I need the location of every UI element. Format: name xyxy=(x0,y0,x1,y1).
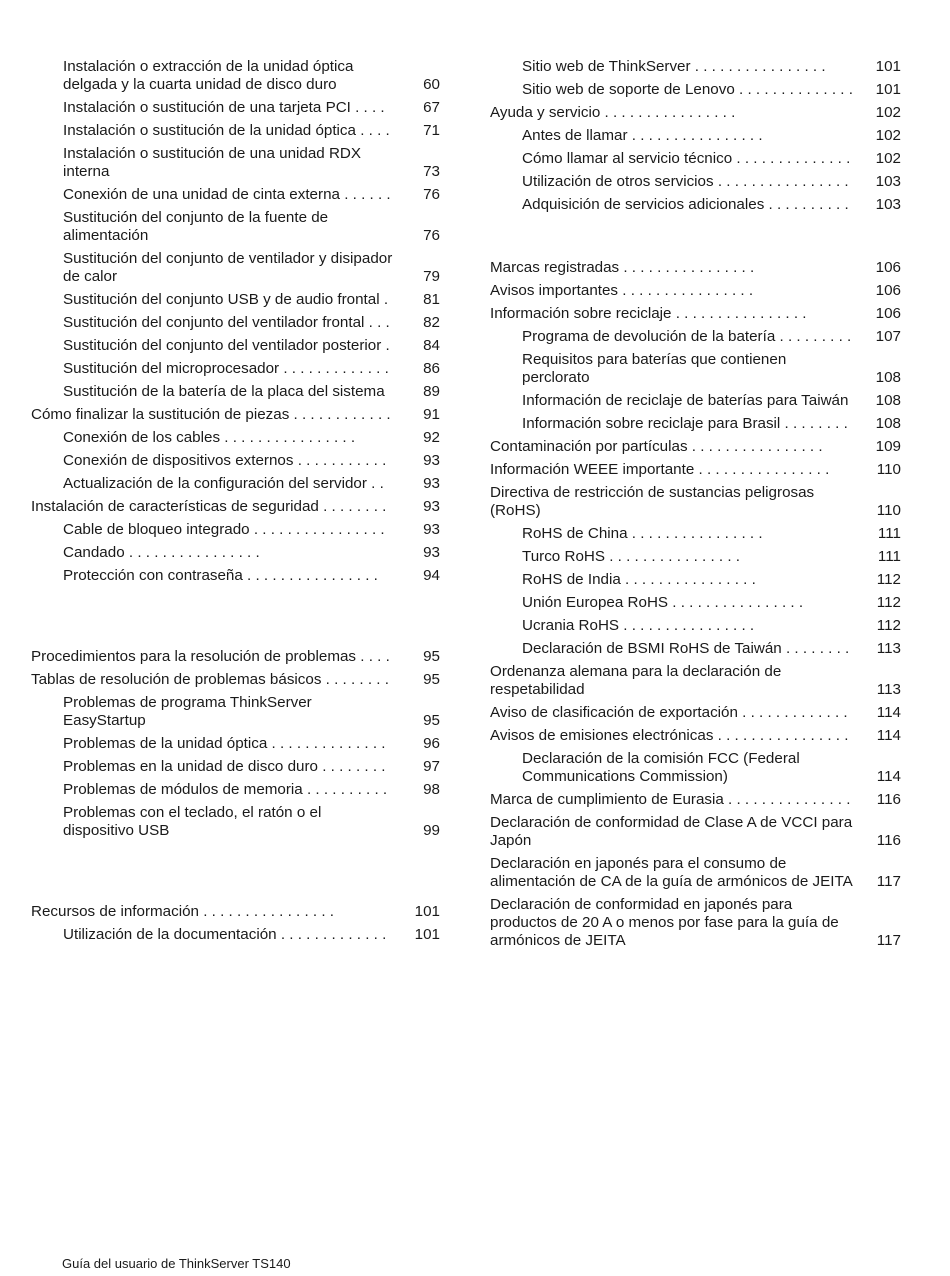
toc-entry-page-number: 108 xyxy=(875,415,901,432)
toc-entry-title: RoHS de India . . . . . . . . . . . . . . . . xyxy=(522,571,756,588)
toc-entry-title: Instalación o sustitución de una unidad RDX interna xyxy=(63,145,362,180)
dot-leader: . . . . . . . . . . . . . . . . xyxy=(605,548,741,565)
toc-subsection-entry[interactable] xyxy=(31,694,440,730)
toc-entry-page-number: 82 xyxy=(423,314,440,331)
toc-entry-title: Protección con contraseña . . . . . . . . . . . . . . . . xyxy=(63,567,378,584)
toc-subsection-entry[interactable] xyxy=(31,58,440,94)
toc-subsection-entry[interactable] xyxy=(490,750,901,786)
dot-leader: . xyxy=(381,337,390,354)
toc-entry-title: Ordenanza alemana para la declaración de respetabilidad xyxy=(490,663,782,698)
dot-leader: . . . . . . . . . . . . . . . . xyxy=(600,104,736,121)
toc-entry-title: Actualización de la configuración del servidor . . xyxy=(63,475,384,492)
dot-leader: . . . . . . . . xyxy=(781,640,850,657)
toc-subsection-entry[interactable] xyxy=(490,81,901,99)
dot-leader: . . . . . . . . . . . . . . . . xyxy=(671,305,807,322)
dot-leader: . . . . . . . . . . . . . . . . xyxy=(242,567,378,584)
toc-left-column xyxy=(31,58,440,949)
toc-entry-title: Marcas registradas . . . . . . . . . . . . . . . . xyxy=(490,259,755,276)
dot-leader: . . . . xyxy=(355,122,390,139)
toc-subsection-entry[interactable] xyxy=(490,571,901,589)
toc-entry-title: Sitio web de soporte de Lenovo . . . . . . . . . . . . . . xyxy=(522,81,853,98)
dot-leader: . . . . . . . . . . . . . . . . xyxy=(619,259,755,276)
toc-entry-title: Requisitos para baterías que contienen perclorato xyxy=(522,351,787,386)
toc-subsection-entry[interactable] xyxy=(31,186,440,204)
toc-subsection-entry[interactable] xyxy=(31,209,440,245)
toc-subsection-entry[interactable] xyxy=(31,781,440,799)
toc-section-entry[interactable] xyxy=(490,704,901,722)
toc-entry-title: Problemas de módulos de memoria . . . . . . . . . . xyxy=(63,781,388,798)
toc-entry-page-number: 95 xyxy=(423,648,440,665)
toc-entry-title: Utilización de la documentación . . . . . . . . . . . . . xyxy=(63,926,387,943)
toc-entry-title: Declaración de BSMI RoHS de Taiwán . . . . . . . . xyxy=(522,640,850,657)
toc-entry-title: Tablas de resolución de problemas básicos . . . . . . . . xyxy=(31,671,389,688)
toc-entry-title: Candado . . . . . . . . . . . . . . . . xyxy=(63,544,260,561)
toc-entry-title: Instalación o sustitución de la unidad óptica . . . . xyxy=(63,122,390,139)
toc-entry-title: Sustitución del conjunto de ventilador y disipador de calor xyxy=(63,250,393,285)
toc-entry-page-number: 110 xyxy=(876,461,901,478)
toc-section-entry[interactable] xyxy=(490,814,901,850)
toc-entry-page-number: 60 xyxy=(423,76,440,93)
toc-entry-page-number: 86 xyxy=(423,360,440,377)
toc-entry-page-number: 102 xyxy=(875,127,901,144)
toc-entry-page-number: 84 xyxy=(423,337,440,354)
toc-subsection-entry[interactable] xyxy=(31,337,440,355)
toc-entry-page-number: 114 xyxy=(876,768,901,785)
dot-leader: . . . . . . . . . . . . . . . . xyxy=(620,571,756,588)
dot-leader: . . . . . . . . . xyxy=(775,328,852,345)
toc-entry-title: Información sobre reciclaje . . . . . . . . . . . . . . . . xyxy=(490,305,807,322)
toc-entry-title: Contaminación por partículas . . . . . . . . . . . . . . . . xyxy=(490,438,823,455)
toc-entry-page-number: 93 xyxy=(423,544,440,561)
dot-leader: . . . . . . . . xyxy=(321,671,389,688)
toc-entry-title: Ucrania RoHS . . . . . . . . . . . . . . . . xyxy=(522,617,755,634)
toc-subsection-entry[interactable] xyxy=(490,196,901,214)
dot-leader: . . . . . . . . . . . . . xyxy=(737,704,848,721)
dot-leader: . . . . . . . . . . . . . . xyxy=(732,150,851,167)
toc-entry-title: Marca de cumplimiento de Eurasia . . . . . . . . . . . . . . . xyxy=(490,791,851,808)
toc-entry-title: Programa de devolución de la batería . . . . . . . . . xyxy=(522,328,852,345)
toc-entry-title: Declaración de la comisión FCC (Federal Communications Commission) xyxy=(522,750,800,785)
toc-entry-title: Conexión de los cables . . . . . . . . . . . . . . . . xyxy=(63,429,356,446)
toc-entry-page-number: 112 xyxy=(876,571,901,588)
toc-entry-page-number: 81 xyxy=(423,291,440,308)
toc-entry-title: Conexión de una unidad de cinta externa . . . . . . xyxy=(63,186,391,203)
dot-leader: . xyxy=(379,291,389,308)
toc-entry-title: Instalación o extracción de la unidad óptica delgada y la cuarta unidad de disco duro xyxy=(63,58,354,93)
toc-entry-page-number: 101 xyxy=(414,926,440,943)
toc-entry-page-number: 101 xyxy=(875,81,901,98)
toc-section-entry[interactable] xyxy=(490,282,901,300)
toc-entry-page-number: 102 xyxy=(875,104,901,121)
dot-leader: . . . . . . . . . . xyxy=(302,781,388,798)
toc-entry-page-number: 109 xyxy=(875,438,901,455)
toc-entry-page-number: 76 xyxy=(423,186,440,203)
dot-leader: . . . . . . . . . . . . . . . xyxy=(723,791,851,808)
toc-entry-page-number: 106 xyxy=(875,259,901,276)
toc-entry-page-number: 71 xyxy=(423,122,440,139)
toc-entry-page-number: 114 xyxy=(876,704,901,721)
toc-entry-page-number: 111 xyxy=(877,548,901,565)
toc-entry-title: Instalación de características de seguridad . . . . . . . . xyxy=(31,498,387,515)
toc-entry-title: Declaración de conformidad de Clase A de VCCI para Japón xyxy=(490,814,853,849)
toc-subsection-entry[interactable] xyxy=(490,328,901,346)
toc-entry-title: Ayuda y servicio . . . . . . . . . . . . . . . . xyxy=(490,104,736,121)
toc-subsection-entry[interactable] xyxy=(31,250,440,286)
dot-leader: . . . . xyxy=(350,99,385,116)
toc-entry-title: Cómo llamar al servicio técnico . . . . . . . . . . . . . . xyxy=(522,150,851,167)
toc-subsection-entry[interactable] xyxy=(31,99,440,117)
toc-subsection-entry[interactable] xyxy=(31,804,440,840)
toc-subsection-entry[interactable] xyxy=(490,173,901,191)
toc-entry-page-number: 101 xyxy=(875,58,901,75)
toc-entry-title: Información de reciclaje de baterías para Taiwán xyxy=(522,392,849,409)
toc-right-column xyxy=(490,58,901,955)
page-footer: Guía del usuario de ThinkServer TS140 xyxy=(62,1256,291,1271)
toc-section-entry[interactable] xyxy=(490,896,901,950)
toc-entry-title: Aviso de clasificación de exportación . . . . . . . . . . . . . xyxy=(490,704,848,721)
toc-subsection-entry[interactable] xyxy=(31,383,440,401)
toc-entry-page-number: 91 xyxy=(423,406,440,423)
toc-entry-title: Sustitución del conjunto USB y de audio frontal . xyxy=(63,291,389,308)
toc-entry-title: Unión Europea RoHS . . . . . . . . . . . . . . . . xyxy=(522,594,804,611)
toc-entry-title: Cable de bloqueo integrado . . . . . . . . . . . . . . . . xyxy=(63,521,385,538)
toc-subsection-entry[interactable] xyxy=(31,758,440,776)
toc-section-entry[interactable] xyxy=(490,305,901,323)
dot-leader: . . . . . . xyxy=(339,186,391,203)
toc-entry-title: Problemas en la unidad de disco duro . . . . . . . . xyxy=(63,758,386,775)
toc-subsection-entry[interactable] xyxy=(490,617,901,635)
toc-entry-page-number: 108 xyxy=(875,392,901,409)
toc-entry-page-number: 103 xyxy=(875,196,901,213)
dot-leader: . . . . . . . . . . . . . . . . xyxy=(694,461,830,478)
toc-subsection-entry[interactable] xyxy=(31,521,440,539)
toc-entry-title: Sustitución del conjunto de la fuente de alimentación xyxy=(63,209,329,244)
dot-leader: . . . . . . . . . . . . . xyxy=(279,360,389,377)
toc-section-entry[interactable] xyxy=(490,727,901,745)
dot-leader: . . . . . . . . xyxy=(780,415,848,432)
toc-section-entry[interactable] xyxy=(31,498,440,516)
toc-subsection-entry[interactable] xyxy=(490,127,901,145)
dot-leader: . . . . . . . . . . . . . . . . xyxy=(690,58,826,75)
toc-entry-title: Información sobre reciclaje para Brasil . . . . . . . . xyxy=(522,415,848,432)
toc-entry-page-number: 67 xyxy=(423,99,440,116)
toc-subsection-entry[interactable] xyxy=(31,291,440,309)
toc-entry-page-number: 98 xyxy=(423,781,440,798)
toc-subsection-entry[interactable] xyxy=(31,475,440,493)
toc-entry-page-number: 113 xyxy=(876,681,901,698)
toc-entry-page-number: 107 xyxy=(875,328,901,345)
toc-entry-page-number: 95 xyxy=(423,671,440,688)
toc-entry-title: Información WEEE importante . . . . . . . . . . . . . . . . xyxy=(490,461,830,478)
toc-entry-page-number: 101 xyxy=(414,903,440,920)
toc-entry-title: Declaración en japonés para el consumo de alimentación de CA de la guía de armónicos de JEITA xyxy=(490,855,852,890)
toc-subsection-entry[interactable] xyxy=(490,150,901,168)
toc-subsection-entry[interactable] xyxy=(31,567,440,585)
dot-leader: . . . . . . . . . . . . . . . . xyxy=(627,525,763,542)
dot-leader: . . . . . . . . . . . . . . . . xyxy=(713,727,849,744)
toc-entry-page-number: 96 xyxy=(423,735,440,752)
section-gap xyxy=(31,590,440,648)
toc-entry-page-number: 94 xyxy=(423,567,440,584)
toc-subsection-entry[interactable] xyxy=(490,525,901,543)
toc-entry-page-number: 93 xyxy=(423,498,440,515)
toc-entry-page-number: 93 xyxy=(423,452,440,469)
toc-subsection-entry[interactable] xyxy=(31,360,440,378)
dot-leader: . . . . . . . . . . . . . . . . xyxy=(627,127,763,144)
toc-section-entry[interactable] xyxy=(490,484,901,520)
toc-entry-page-number: 73 xyxy=(423,163,440,180)
toc-subsection-entry[interactable] xyxy=(490,392,901,410)
toc-entry-page-number: 114 xyxy=(876,727,901,744)
toc-entry-page-number: 89 xyxy=(423,383,440,400)
dot-leader: . . . . . . . . xyxy=(318,498,387,515)
toc-entry-page-number: 111 xyxy=(877,525,901,542)
toc-entry-title: Problemas de la unidad óptica . . . . . . . . . . . . . . xyxy=(63,735,386,752)
toc-subsection-entry[interactable] xyxy=(31,544,440,562)
dot-leader: . . . . . . . . . . . . . . . . xyxy=(619,617,755,634)
toc-subsection-entry[interactable] xyxy=(490,640,901,658)
toc-entry-title: Sustitución del conjunto del ventilador frontal . . . xyxy=(63,314,390,331)
toc-entry-title: Avisos importantes . . . . . . . . . . . . . . . . xyxy=(490,282,754,299)
toc-entry-page-number: 108 xyxy=(875,369,901,386)
toc-entry-title: Recursos de información . . . . . . . . . . . . . . . . xyxy=(31,903,335,920)
dot-leader: . . . . . . . . xyxy=(317,758,386,775)
dot-leader: . . . . . . . . . . . . . . . . xyxy=(713,173,849,190)
toc-entry-page-number: 93 xyxy=(423,521,440,538)
toc-subsection-entry[interactable] xyxy=(490,548,901,566)
toc-section-entry[interactable] xyxy=(31,406,440,424)
toc-entry-title: Sitio web de ThinkServer . . . . . . . . . . . . . . . . xyxy=(522,58,826,75)
toc-subsection-entry[interactable] xyxy=(31,122,440,140)
toc-entry-title: Sustitución de la batería de la placa del sistema xyxy=(63,383,385,400)
toc-entry-page-number: 79 xyxy=(423,268,440,285)
toc-entry-title: Problemas con el teclado, el ratón o el dispositivo USB xyxy=(63,804,322,839)
dot-leader: . . . . . . . . . . . . . . xyxy=(267,735,386,752)
toc-entry-title: Problemas de programa ThinkServer EasyStartup xyxy=(63,694,312,729)
toc-entry-title: Directiva de restricción de sustancias peligrosas (RoHS) xyxy=(490,484,815,519)
dot-leader: . . . . . . . . . . . . xyxy=(289,406,391,423)
toc-entry-title: Instalación o sustitución de una tarjeta PCI . . . . xyxy=(63,99,385,116)
toc-entry-title: Procedimientos para la resolución de problemas . . . . xyxy=(31,648,390,665)
toc-subsection-entry[interactable] xyxy=(31,145,440,181)
dot-leader: . . . . . . . . . . . . . xyxy=(276,926,387,943)
dot-leader: . . . . . . . . . . . . . . xyxy=(734,81,853,98)
toc-subsection-entry[interactable] xyxy=(31,452,440,470)
dot-leader: . . . . xyxy=(356,648,390,665)
toc-section-entry[interactable] xyxy=(490,855,901,891)
toc-entry-page-number: 106 xyxy=(875,282,901,299)
dot-leader: . . . . . . . . . . . . . . . . xyxy=(198,903,335,920)
toc-subsection-entry[interactable] xyxy=(490,594,901,612)
toc-entry-title: Conexión de dispositivos externos . . . . . . . . . . . xyxy=(63,452,387,469)
section-gap xyxy=(31,845,440,903)
toc-entry-title: RoHS de China . . . . . . . . . . . . . . . . xyxy=(522,525,763,542)
toc-entry-page-number: 110 xyxy=(876,502,901,519)
toc-entry-page-number: 95 xyxy=(423,712,440,729)
dot-leader: . . . . . . . . . . xyxy=(764,196,849,213)
toc-subsection-entry[interactable] xyxy=(31,429,440,447)
toc-entry-page-number: 117 xyxy=(876,873,901,890)
dot-leader: . . . . . . . . . . . . . . . . xyxy=(687,438,823,455)
dot-leader: . . . . . . . . . . . . . . . . xyxy=(249,521,385,538)
toc-subsection-entry[interactable] xyxy=(490,415,901,433)
toc-entry-title: Sustitución del conjunto del ventilador posterior . xyxy=(63,337,390,354)
toc-entry-title: Cómo finalizar la sustitución de piezas . . . . . . . . . . . . xyxy=(31,406,391,423)
toc-section-entry[interactable] xyxy=(490,791,901,809)
dot-leader: . . . . . . . . . . . . . . . . xyxy=(220,429,356,446)
toc-entry-page-number: 106 xyxy=(875,305,901,322)
toc-section-entry[interactable] xyxy=(31,648,440,666)
toc-section-entry[interactable] xyxy=(490,438,901,456)
toc-entry-page-number: 116 xyxy=(876,832,901,849)
toc-entry-title: Turco RoHS . . . . . . . . . . . . . . . . xyxy=(522,548,741,565)
toc-section-entry[interactable] xyxy=(31,671,440,689)
toc-section-entry[interactable] xyxy=(490,259,901,277)
toc-entry-page-number: 76 xyxy=(423,227,440,244)
toc-section-entry[interactable] xyxy=(490,461,901,479)
toc-entry-page-number: 103 xyxy=(875,173,901,190)
dot-leader: . . . . . . . . . . . xyxy=(293,452,387,469)
toc-section-entry[interactable] xyxy=(490,104,901,122)
toc-entry-title: Avisos de emisiones electrónicas . . . . . . . . . . . . . . . . xyxy=(490,727,849,744)
section-gap xyxy=(490,219,901,259)
toc-subsection-entry[interactable] xyxy=(31,314,440,332)
toc-entry-title: Utilización de otros servicios . . . . . . . . . . . . . . . . xyxy=(522,173,849,190)
dot-leader: . . . . . . . . . . . . . . . . xyxy=(618,282,754,299)
toc-section-entry[interactable] xyxy=(31,903,440,921)
dot-leader: . . . xyxy=(364,314,390,331)
toc-subsection-entry[interactable] xyxy=(31,926,440,944)
toc-subsection-entry[interactable] xyxy=(490,351,901,387)
toc-entry-page-number: 102 xyxy=(875,150,901,167)
toc-subsection-entry[interactable] xyxy=(490,58,901,76)
toc-entry-page-number: 116 xyxy=(876,791,901,808)
toc-entry-page-number: 92 xyxy=(423,429,440,446)
toc-entry-page-number: 99 xyxy=(423,822,440,839)
toc-entry-title: Antes de llamar . . . . . . . . . . . . . . . . xyxy=(522,127,763,144)
toc-entry-page-number: 113 xyxy=(876,640,901,657)
dot-leader: . . . . . . . . . . . . . . . . xyxy=(124,544,260,561)
toc-entry-title: Adquisición de servicios adicionales . . . . . . . . . . xyxy=(522,196,849,213)
toc-section-entry[interactable] xyxy=(490,663,901,699)
toc-entry-title: Sustitución del microprocesador . . . . . . . . . . . . . xyxy=(63,360,389,377)
toc-entry-title: Declaración de conformidad en japonés para productos de 20 A o menos por fase para la guía de armónicos de JEITA xyxy=(490,896,839,949)
toc-entry-page-number: 93 xyxy=(423,475,440,492)
toc-entry-page-number: 117 xyxy=(876,932,901,949)
toc-entry-page-number: 112 xyxy=(876,617,901,634)
toc-entry-page-number: 97 xyxy=(423,758,440,775)
toc-entry-page-number: 112 xyxy=(876,594,901,611)
toc-subsection-entry[interactable] xyxy=(31,735,440,753)
dot-leader: . . . . . . . . . . . . . . . . xyxy=(668,594,804,611)
dot-leader: . . xyxy=(366,475,384,492)
